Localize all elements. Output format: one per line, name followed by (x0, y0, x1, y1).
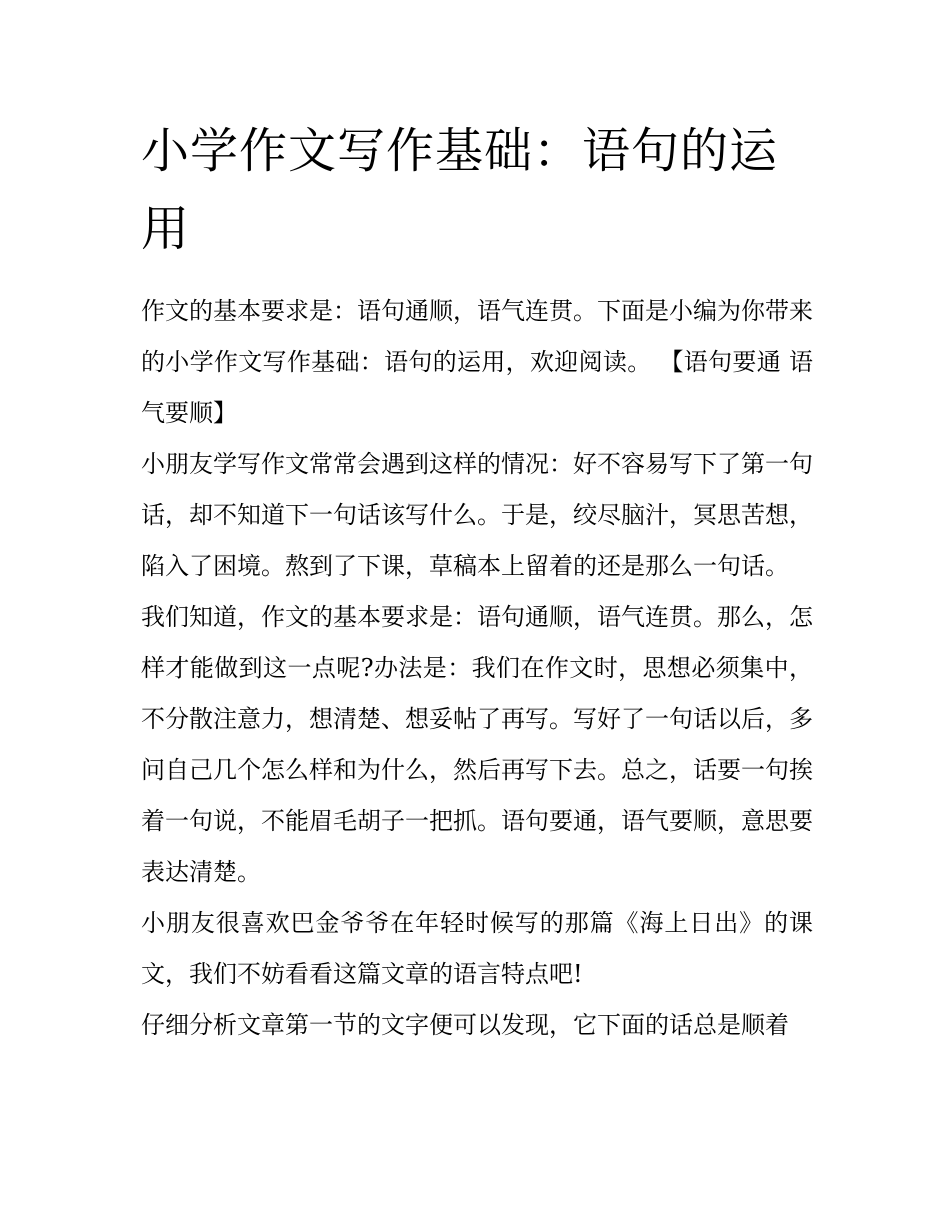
document-body (141, 286, 813, 1051)
paragraph-requirements: 我们知道，作文的基本要求是：语句通顺，语气连贯。那么，怎样才能做到这一点呢?办法是：我们在作文时，思想必须集中，不分散注意力，想清楚、想妥帖了再写。写好了一句话以后，多问自己几个怎么样和为什么，然后再写下去。总之，话要一句挨着一句说，不能眉毛胡子一把抓。语句要通，语气要顺，意思要表达清楚。 (141, 603, 813, 886)
paragraph-intro: 作文的基本要求是：语句通顺，语气连贯。下面是小编为你带来的小学作文写作基础：语句的运用，欢迎阅读。 【语句要通 语气要顺】 (141, 297, 813, 427)
document-page (141, 112, 813, 1051)
paragraph-analysis: 仔细分析文章第一节的文字便可以发现，它下面的话总是顺着 (141, 1011, 789, 1039)
document-title: 小学作文写作基础：语句的运用 (141, 123, 779, 257)
paragraph-example: 小朋友很喜欢巴金爷爷在年轻时候写的那篇《海上日出》的课文，我们不妨看看这篇文章的语言特点吧! (141, 909, 813, 988)
paragraph-situation: 小朋友学写作文常常会遇到这样的情况：好不容易写下了第一句话，却不知道下一句话该写什么。于是，绞尽脑汁，冥思苦想，陷入了困境。熬到了下课，草稿本上留着的还是那么一句话。 (141, 450, 813, 580)
